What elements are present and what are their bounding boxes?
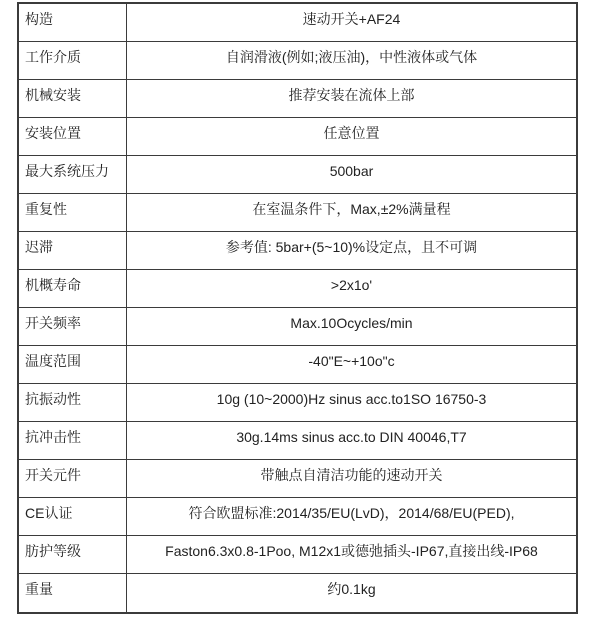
spec-value: 10g (10~2000)Hz sinus acc.to1SO 16750-3 [216,391,487,407]
spec-value: 任意位置 [323,125,380,141]
spec-label: 开关频率 [19,308,127,345]
spec-label: 机概寿命 [19,270,127,307]
table-row [19,4,576,42]
spec-table [17,2,578,614]
spec-value: 符合欧盟标准:2014/35/EU(LvD)，2014/68/EU(PED), [188,505,515,521]
table-row [19,80,576,118]
spec-value: 在室温条件下，Max,±2%满量程 [252,201,451,217]
table-row [19,308,576,346]
table-row [19,346,576,384]
spec-value: 推荐安装在流体上部 [288,87,415,103]
spec-value: -40"E~+10o"c [308,353,395,369]
spec-value: 参考值: 5bar+(5~10)%设定点，且不可调 [225,239,478,255]
spec-label: 工作介质 [19,42,127,79]
spec-label: 抗振动性 [19,384,127,421]
spec-label: 最大系统压力 [19,156,127,193]
table-row [19,156,576,194]
spec-value: Faston6.3x0.8-1Poo, M12x1或德弛插头-IP67,直接出线-IP68 [165,543,538,559]
spec-label: 构造 [19,4,127,41]
spec-label: 抗冲击性 [19,422,127,459]
spec-value: Max.10Ocycles/min [290,315,413,331]
spec-value: 约0.1kg [327,581,376,597]
table-row [19,118,576,156]
spec-value: 30g.14ms sinus acc.to DIN 40046,T7 [236,429,467,445]
table-row [19,536,576,574]
spec-label: 温度范围 [19,346,127,383]
spec-label: 机械安装 [19,80,127,117]
spec-label: 肪护等级 [19,536,127,573]
table-row [19,42,576,80]
spec-label: 重量 [19,574,127,612]
spec-value: >2x1o' [330,277,373,293]
table-row [19,460,576,498]
table-row [19,574,576,612]
spec-label: 安装位置 [19,118,127,155]
table-row [19,422,576,460]
spec-label: CE认证 [19,498,127,535]
spec-label: 重复性 [19,194,127,231]
table-row [19,194,576,232]
spec-value: 速动开关+AF24 [302,11,401,27]
spec-label: 开关元件 [19,460,127,497]
spec-value: 自润滑液(例如;液压油)，中性液体或气体 [225,49,478,65]
table-row [19,384,576,422]
spec-value: 带触点自清洁功能的速动开关 [260,467,443,483]
table-row [19,498,576,536]
table-row [19,270,576,308]
spec-label: 迟滞 [19,232,127,269]
spec-value: 500bar [329,163,374,179]
table-row [19,232,576,270]
